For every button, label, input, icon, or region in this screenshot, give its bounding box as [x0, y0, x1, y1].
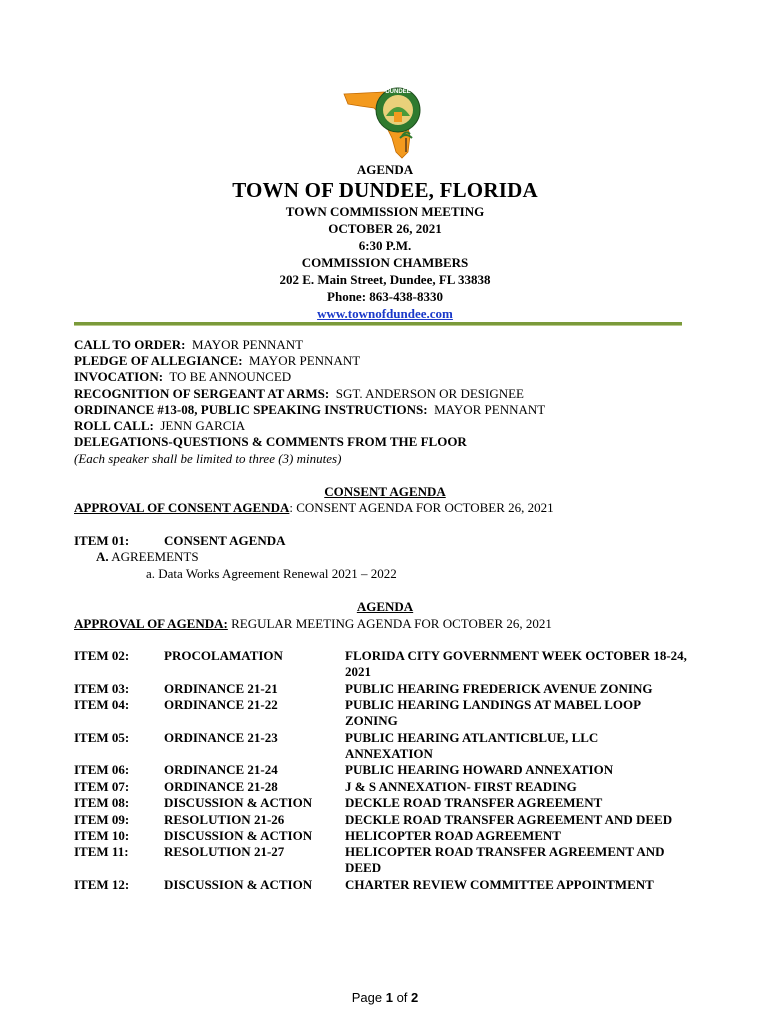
address: 202 E. Main Street, Dundee, FL 33838: [279, 272, 491, 287]
item-number: ITEM 07:: [74, 779, 130, 794]
item-type: ORDINANCE 21-21: [164, 681, 278, 696]
item-number: ITEM 02:: [74, 648, 130, 663]
item-description: FLORIDA CITY GOVERNMENT WEEK OCTOBER 18-24, 2021: [345, 648, 687, 680]
item-description: J & S ANNEXATION- FIRST READING: [345, 779, 577, 794]
order-line-rollcall: [74, 418, 245, 434]
order-value: SGT. ANDERSON OR DESIGNEE: [335, 386, 524, 401]
agenda-label: AGENDA: [356, 162, 414, 177]
item-type: ORDINANCE 21-24: [164, 762, 278, 777]
item-number: ITEM 09:: [74, 812, 130, 827]
item-description: CHARTER REVIEW COMMITTEE APPOINTMENT: [345, 877, 654, 892]
item-number: ITEM 10:: [74, 828, 130, 843]
item-type: DISCUSSION & ACTION: [164, 828, 313, 843]
consent-approval-label: APPROVAL OF CONSENT AGENDA: [74, 500, 290, 515]
consent-approval: [74, 500, 554, 516]
meeting-location: COMMISSION CHAMBERS: [301, 255, 469, 270]
item-description: PUBLIC HEARING HOWARD ANNEXATION: [345, 762, 614, 777]
order-value: TO BE ANNOUNCED: [169, 369, 292, 384]
town-title: TOWN OF DUNDEE, FLORIDA: [232, 178, 538, 202]
page-total: 2: [411, 990, 419, 1005]
page-number: [0, 990, 770, 1005]
of-word: of: [396, 990, 408, 1005]
item-description: HELICOPTER ROAD AGREEMENT: [345, 828, 561, 843]
item-number: ITEM 11:: [74, 844, 129, 859]
item-number: ITEM 01:: [74, 533, 130, 548]
website-link[interactable]: www.townofdundee.com: [317, 306, 453, 321]
order-label: PLEDGE OF ALLEGIANCE:: [74, 353, 243, 368]
meeting-time: 6:30 P.M.: [358, 238, 412, 253]
item-number: ITEM 08:: [74, 795, 130, 810]
header-divider-shadow: [74, 325, 682, 326]
item-type: ORDINANCE 21-28: [164, 779, 278, 794]
order-value: MAYOR PENNANT: [249, 353, 361, 368]
page-word: Page: [351, 990, 383, 1005]
item-type: RESOLUTION 21-27: [164, 844, 285, 859]
item-description: DECKLE ROAD TRANSFER AGREEMENT: [345, 795, 603, 810]
order-line-sergeant: [74, 386, 524, 402]
regular-approval-label: APPROVAL OF AGENDA:: [74, 616, 228, 631]
item-description: DECKLE ROAD TRANSFER AGREEMENT AND DEED: [345, 812, 673, 827]
item-type: ORDINANCE 21-23: [164, 730, 278, 745]
item-description: HELICOPTER ROAD TRANSFER AGREEMENT AND DEED: [345, 844, 665, 876]
item-type: DISCUSSION & ACTION: [164, 877, 313, 892]
order-value: JENN GARCIA: [160, 418, 246, 433]
item-type: PROCOLAMATION: [164, 648, 283, 663]
item-number: ITEM 12:: [74, 877, 130, 892]
item-number: ITEM 04:: [74, 697, 130, 712]
order-line-delegations: [74, 434, 467, 450]
item-description: PUBLIC HEARING FREDERICK AVENUE ZONING: [345, 681, 653, 696]
meeting-type: TOWN COMMISSION MEETING: [285, 204, 485, 219]
item-number: ITEM 06:: [74, 762, 130, 777]
phone: Phone: 863-438-8330: [327, 289, 443, 304]
regular-approval-value: REGULAR MEETING AGENDA FOR OCTOBER 26, 2021: [227, 616, 552, 631]
order-value: MAYOR PENNANT: [192, 337, 304, 352]
meeting-date: OCTOBER 26, 2021: [328, 221, 442, 236]
order-label: DELEGATIONS-QUESTIONS & COMMENTS FROM THE FLOOR: [74, 434, 467, 449]
item-type: CONSENT AGENDA: [164, 533, 286, 548]
town-seal-icon: [340, 76, 430, 162]
consent-subsubitem: a. Data Works Agreement Renewal 2021 – 2022: [146, 566, 397, 581]
order-label: CALL TO ORDER:: [74, 337, 186, 352]
order-line-call: [74, 337, 303, 353]
regular-approval: [74, 616, 552, 632]
order-value: MAYOR PENNANT: [434, 402, 546, 417]
order-line-invocation: [74, 369, 291, 385]
order-label: RECOGNITION OF SERGEANT AT ARMS:: [74, 386, 330, 401]
consent-heading: CONSENT AGENDA: [324, 484, 446, 499]
item-number: ITEM 03:: [74, 681, 130, 696]
order-label: ROLL CALL:: [74, 418, 154, 433]
consent-approval-value: : CONSENT AGENDA FOR OCTOBER 26, 2021: [289, 500, 554, 515]
consent-subitem: [96, 549, 199, 565]
order-line-pledge: [74, 353, 360, 369]
order-label: ORDINANCE #13-08, PUBLIC SPEAKING INSTRUCTIONS:: [74, 402, 428, 417]
speaker-note: (Each speaker shall be limited to three (3) minutes): [74, 451, 342, 466]
item-type: DISCUSSION & ACTION: [164, 795, 313, 810]
item-description: PUBLIC HEARING ATLANTICBLUE, LLC ANNEXATION: [345, 730, 599, 762]
item-description: PUBLIC HEARING LANDINGS AT MABEL LOOP ZONING: [345, 697, 641, 729]
subitem-title: AGREEMENTS: [111, 549, 199, 564]
item-type: RESOLUTION 21-26: [164, 812, 285, 827]
page-current: 1: [385, 990, 393, 1005]
regular-heading: AGENDA: [356, 599, 414, 614]
seal-lettering: DUNDEE: [385, 89, 411, 95]
item-type: ORDINANCE 21-22: [164, 697, 278, 712]
website-line: [0, 306, 770, 322]
order-line-ordinance: [74, 402, 545, 418]
subitem-letter: A.: [96, 549, 109, 564]
order-label: INVOCATION:: [74, 369, 164, 384]
item-number: ITEM 05:: [74, 730, 130, 745]
